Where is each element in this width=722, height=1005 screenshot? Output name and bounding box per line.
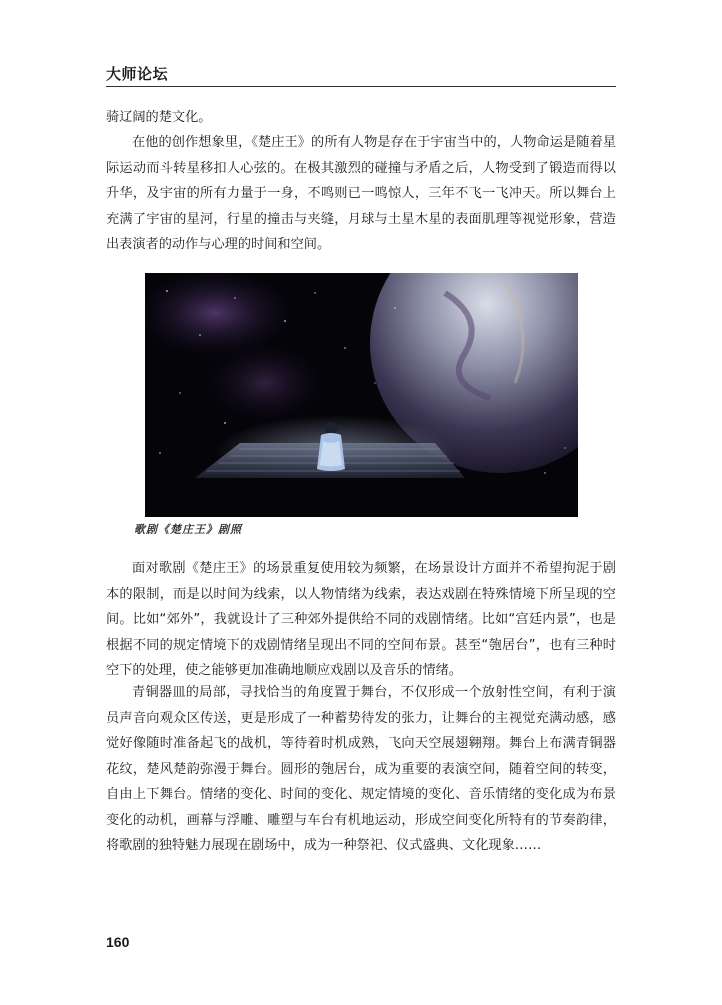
page-number: 160: [106, 934, 130, 950]
header-divider: [106, 86, 616, 87]
figure-caption: 歌剧《楚庄王》剧照: [134, 523, 242, 536]
section-title: 大师论坛: [106, 65, 169, 83]
paragraph-continuation: 骑辽阔的楚文化。: [106, 110, 212, 125]
paragraph-bronze-stage: 青铜器皿的局部，寻找恰当的角度置于舞台，不仅形成一个放射性空间，有利于演员声音向观众区传送，更是形成了一种蓄势待发的张力，让舞台的主视觉充满动感，感觉好像随时准备起飞的战机，等待着时机成熟，飞向天空展翅翱翔。舞台上布满青铜器花纹，楚风楚韵弥漫于舞台。圆形的匏居台，成为重要的表演空间，随着空间的转变，自由上下舞台。情绪的变化、时间的变化、规定情境的变化、音乐情绪的变化成为布景变化的动机，画幕与浮雕、雕塑与车台有机地运动，形成空间变化所特有的节奏韵律，将歌剧的独特魅力展现在剧场中，成为一种祭祀、仪式盛典、文化现象……: [106, 685, 616, 853]
stage-photo: [145, 273, 578, 517]
paragraph-cosmic-vision: 在他的创作想象里，《楚庄王》的所有人物是存在于宇宙当中的，人物命运是随着星际运动而斗转星移扣人心弦的。在极其激烈的碰撞与矛盾之后，人物受到了锻造而得以升华，及宇宙的所有力量于一身，不鸣则已一鸣惊人，三年不飞一飞冲天。所以舞台上充满了宇宙的星河，行星的撞击与夹缝，月球与土星木星的表面肌理等视觉形象，营造出表演者的动作与心理的时间和空间。: [106, 135, 616, 252]
running-header: [106, 63, 616, 85]
paragraph-scene-design: 面对歌剧《楚庄王》的场景重复使用较为频繁，在场景设计方面并不希望拘泥于剧本的限制，而是以时间为线索，以人物情绪为线索，表达戏剧在特殊情境下所呈现的空间。比如“郊外”，我就设计了三种郊外提供给不同的戏剧情绪。比如“宫廷内景”，也是根据不同的规定情境下的戏剧情绪呈现出不同的空间布景。甚至“匏居台”，也有三种时空下的处理，使之能够更加准确地顺应戏剧以及音乐的情绪。: [106, 561, 616, 678]
